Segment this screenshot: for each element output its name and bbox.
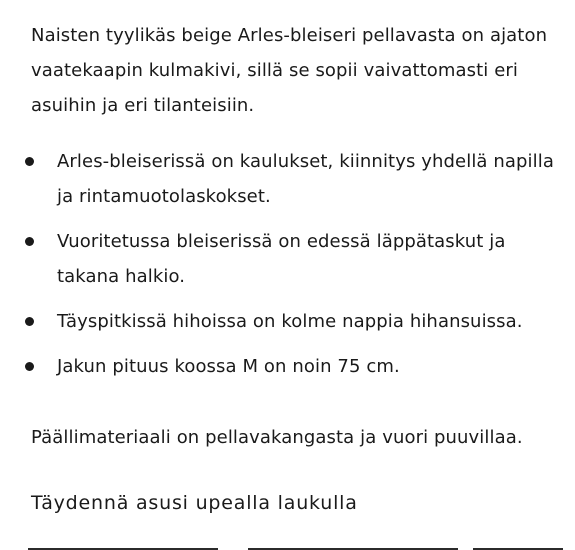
feature-text: Jakun pituus koossa M on noin 75 cm. xyxy=(57,356,400,377)
bullet-dot-icon xyxy=(25,237,34,246)
bullet-dot-icon xyxy=(25,317,34,326)
bullet-dot-icon xyxy=(25,157,34,166)
bullet-dot-icon xyxy=(25,362,34,371)
feature-text: Täyspitkissä hihoissa on kolme nappia hihansuissa. xyxy=(57,311,523,332)
feature-list-item xyxy=(0,349,575,384)
feature-list-item xyxy=(0,224,575,294)
feature-list xyxy=(0,144,575,384)
feature-text: Arles-bleiserissä on kaulukset, kiinnitys yhdellä napilla ja rintamuotolaskokset. xyxy=(57,151,554,207)
feature-list-item xyxy=(0,304,575,339)
material-info: Päällimateriaali on pellavakangasta ja vuori puuvillaa. xyxy=(31,427,523,448)
feature-text: Vuoritetussa bleiserissä on edessä läppätaskut ja takana halkio. xyxy=(57,231,506,287)
related-products-heading: Täydennä asusi upealla laukulla xyxy=(31,492,358,514)
description-intro: Naisten tyylikäs beige Arles-bleiseri pellavasta on ajaton vaatekaapin kulmakivi, sillä se sopii vaivattomasti eri asuihin ja eri tilanteisiin. xyxy=(31,25,548,116)
feature-list-item xyxy=(0,144,575,214)
